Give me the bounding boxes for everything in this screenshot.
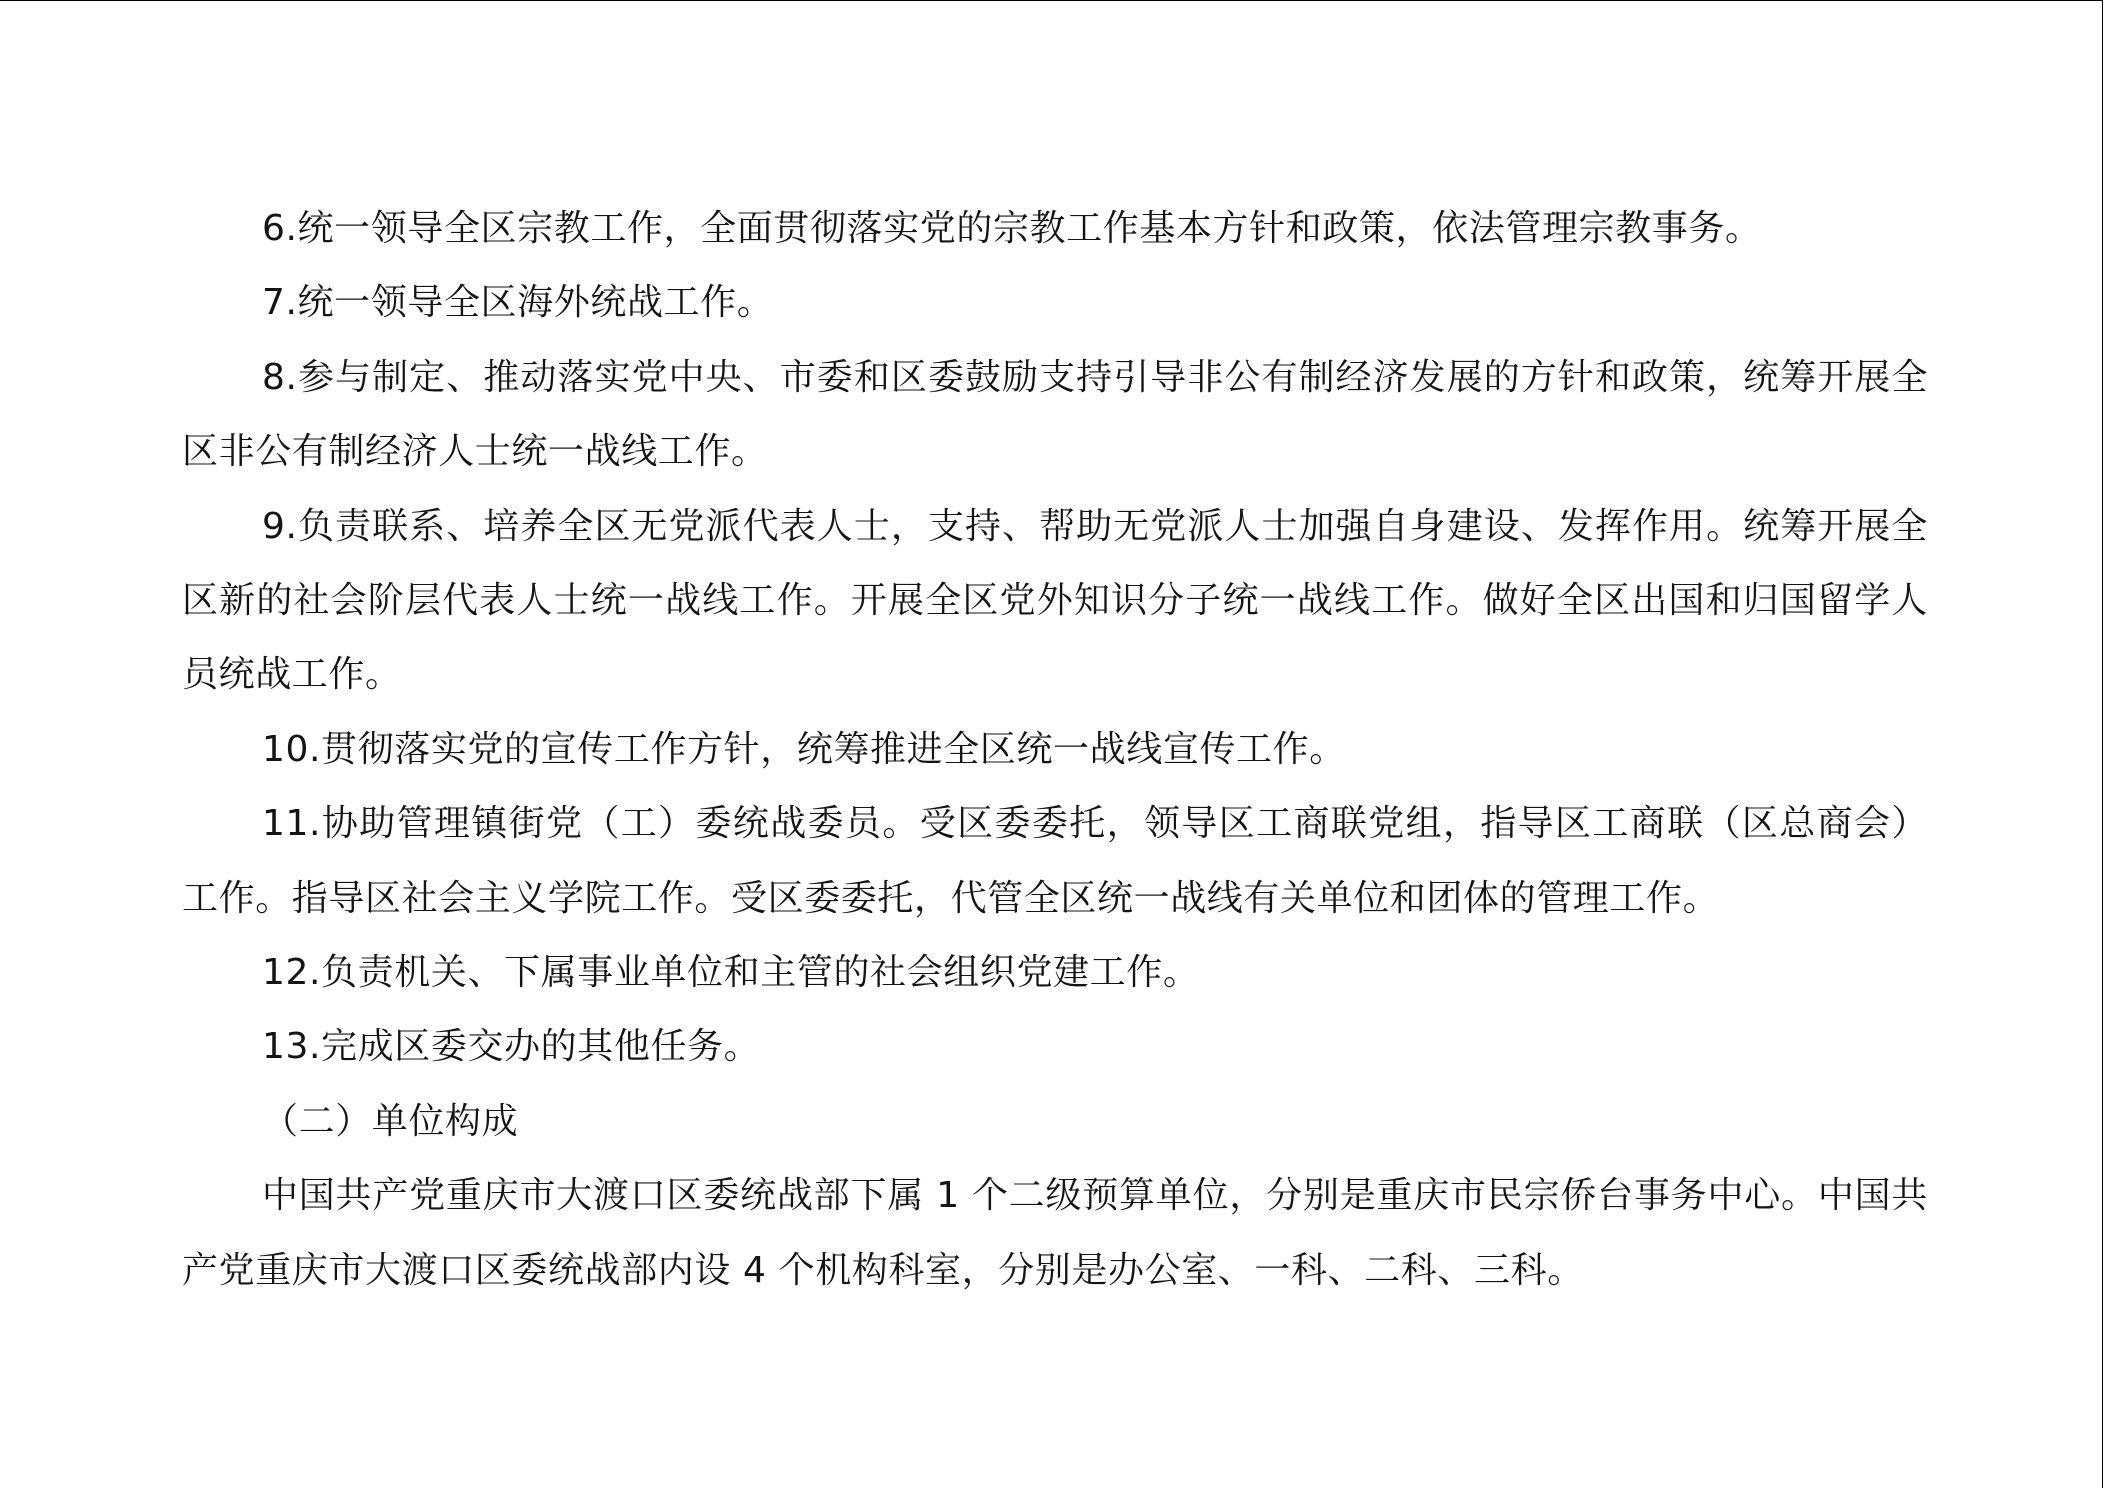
duty-item-13: 13.完成区委交办的其他任务。 (262, 1026, 761, 1068)
document-content (182, 192, 1928, 1308)
section-heading: （二）单位构成 (262, 1100, 519, 1142)
duty-item-12: 12.负责机关、下属事业单位和主管的社会组织党建工作。 (262, 952, 1200, 994)
duty-item-10: 10.贯彻落实党的宣传工作方针，统筹推进全区统一战线宣传工作。 (262, 728, 1346, 770)
duty-item-7: 7.统一领导全区海外统战工作。 (262, 282, 774, 324)
unit-composition-paragraph: 中国共产党重庆市大渡口区委统战部下属 1 个二级预算单位，分别是重庆市民宗侨台事务中心。中国共产党重庆市大渡口区委统战部内设 4 个机构科室，分别是办公室、一科、二科、三科。 (182, 1175, 1928, 1291)
duty-item-11: 11.协助管理镇街党（工）委统战委员。受区委委托，领导区工商联党组，指导区工商联（区总商会）工作。指导区社会主义学院工作。受区委委托，代管全区统一战线有关单位和团体的管理工作。 (182, 803, 1928, 919)
duty-item-8: 8.参与制定、推动落实党中央、市委和区委鼓励支持引导非公有制经济发展的方针和政策，统筹开展全区非公有制经济人士统一战线工作。 (182, 356, 1928, 473)
duty-item-6: 6.统一领导全区宗教工作，全面贯彻落实党的宗教工作基本方针和政策，依法管理宗教事务。 (262, 208, 1762, 249)
duty-item-9: 9.负责联系、培养全区无党派代表人士，支持、帮助无党派人士加强自身建设、发挥作用。统筹开展全区新的社会阶层代表人士统一战线工作。开展全区党外知识分子统一战线工作。做好全区出国和归国留学人员统战工作。 (182, 505, 1928, 696)
